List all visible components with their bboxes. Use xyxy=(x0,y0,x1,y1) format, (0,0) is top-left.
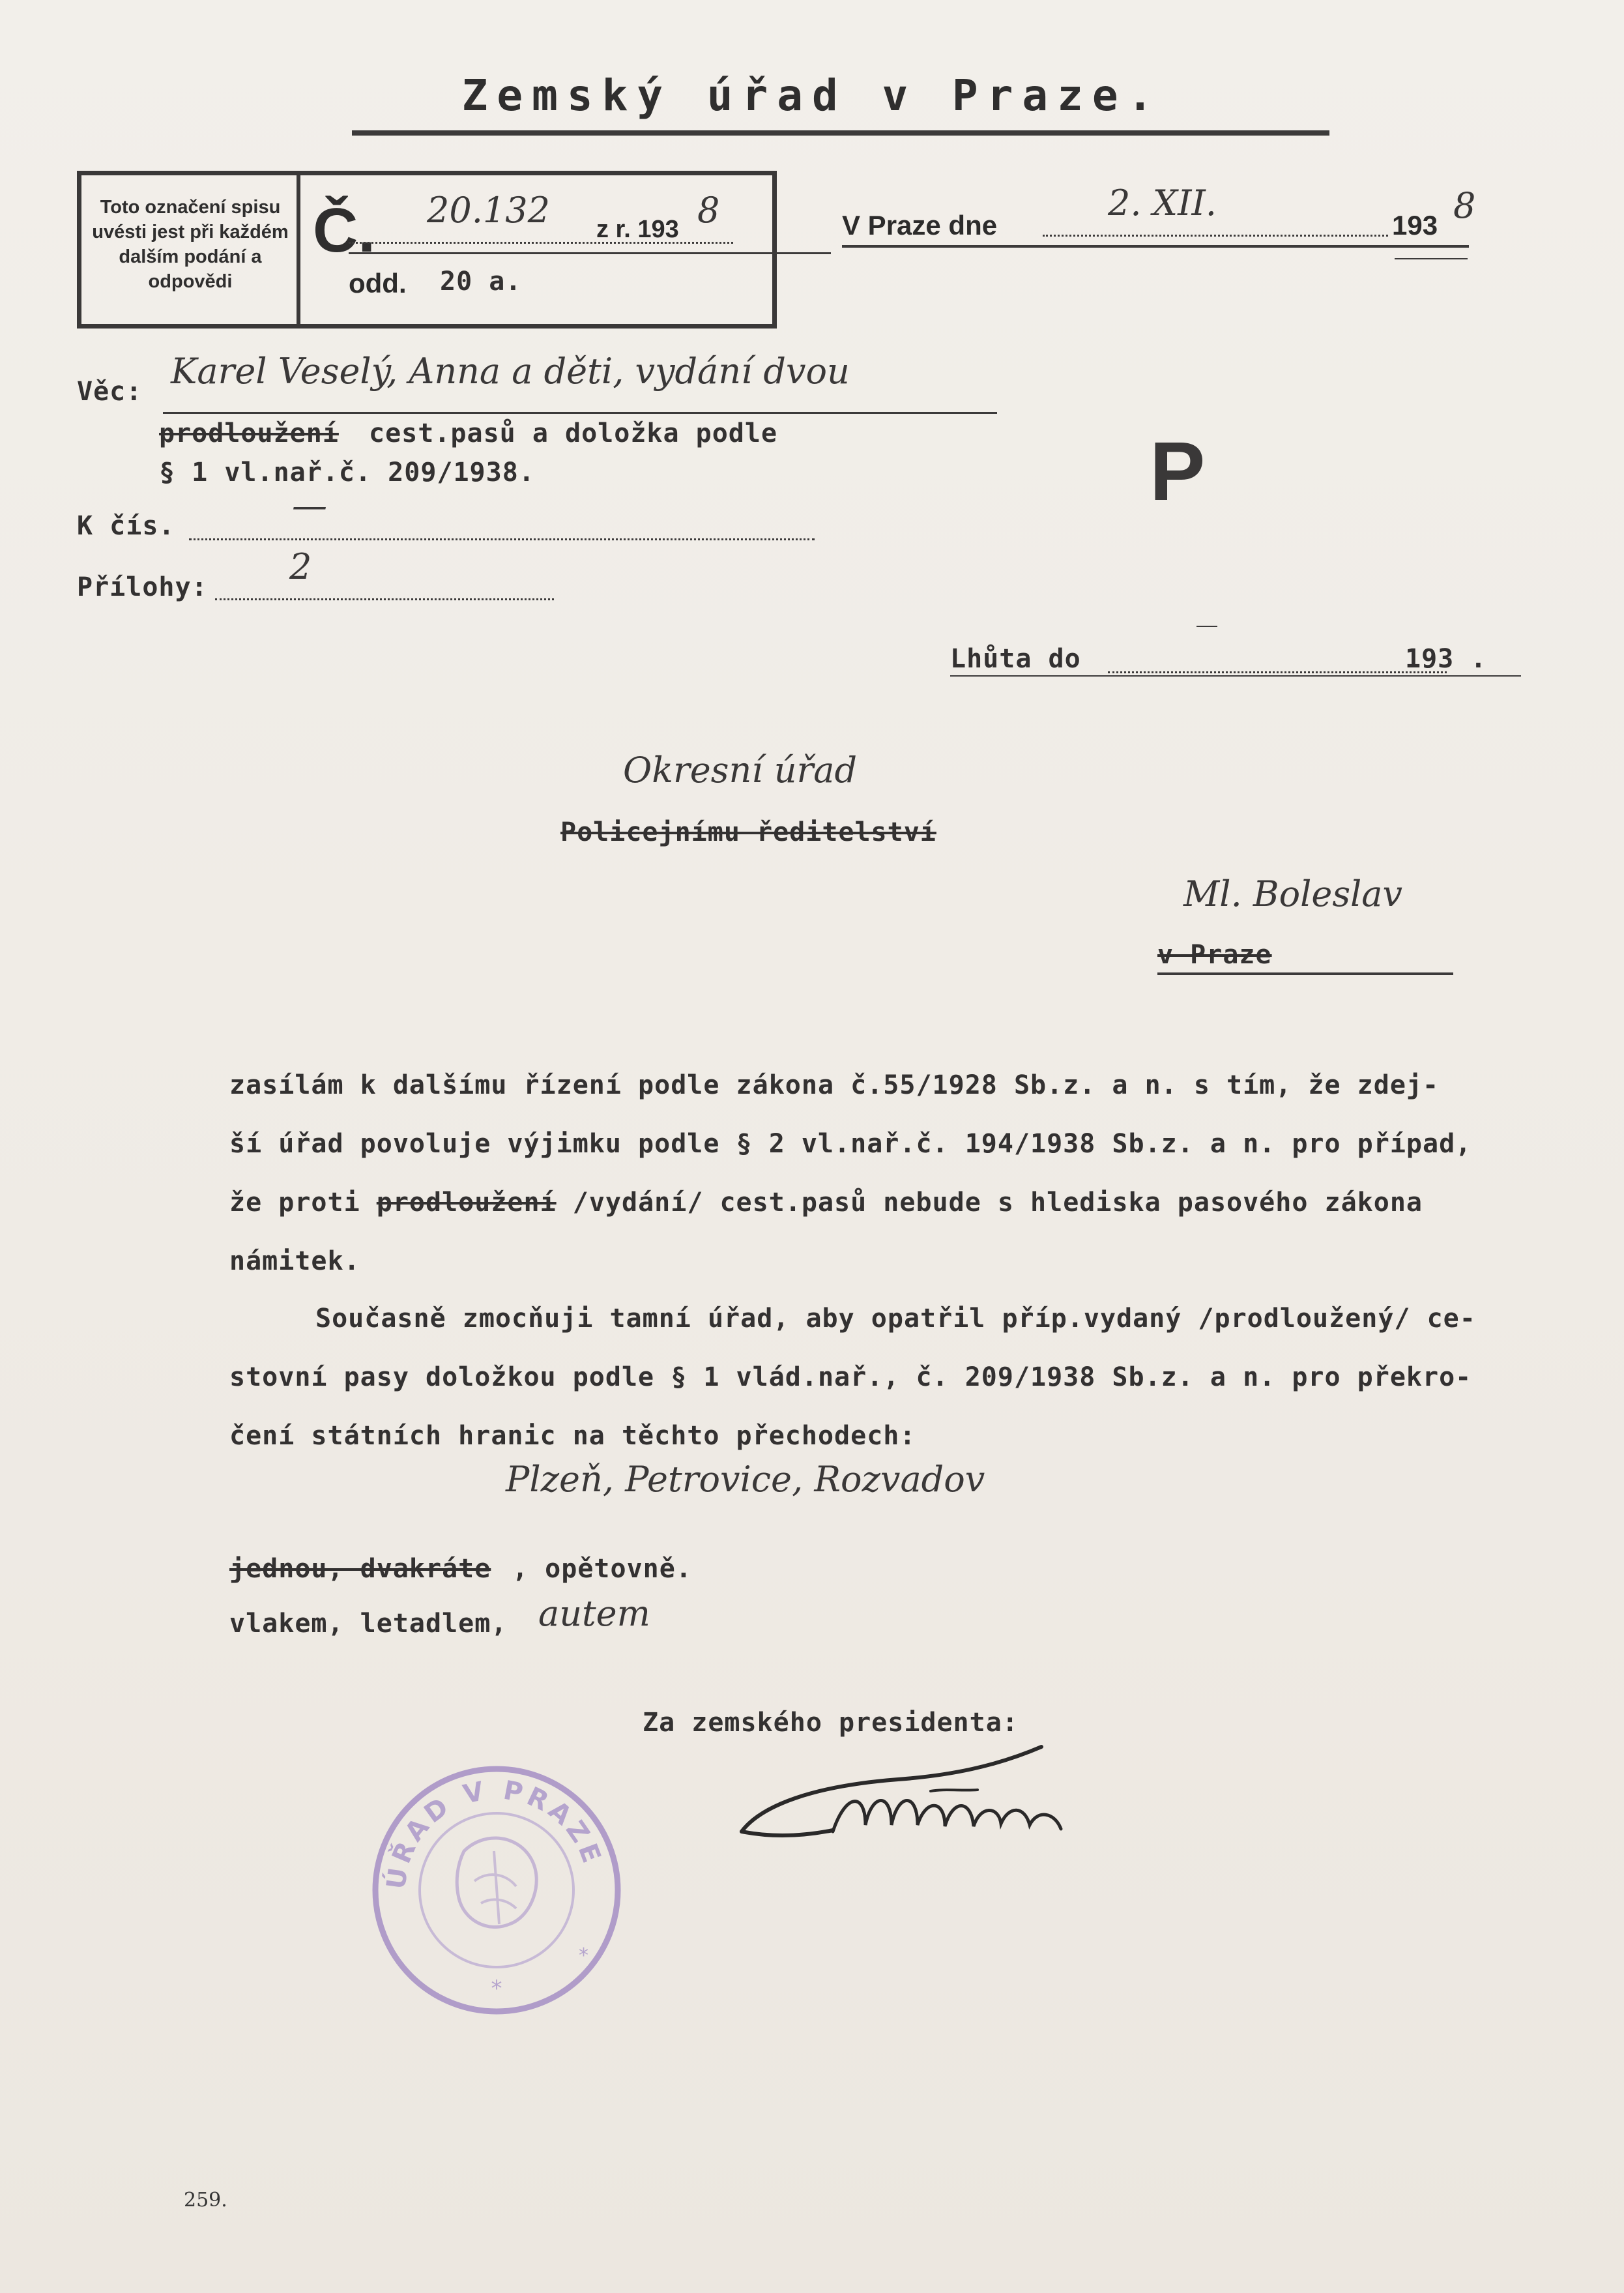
page-number: 259. xyxy=(184,2189,227,2212)
reference-department-label: odd. xyxy=(349,268,407,299)
svg-text:*: * xyxy=(491,1976,502,2002)
date-dots xyxy=(1043,235,1388,237)
stamp-text: ÚŘAD V PRAZE xyxy=(381,1775,608,1891)
subject-handwritten: Karel Veselý, Anna a děti, vydání dvou xyxy=(171,351,850,392)
date-rule xyxy=(842,245,1469,248)
reference-number: 20.132 xyxy=(427,190,550,231)
body-text: /vydání/ cest.pasů nebude s hlediska pasového zákona xyxy=(556,1188,1423,1218)
transport-mode-text: vlakem, letadlem, xyxy=(229,1609,508,1639)
body-line: zasílám k dalšímu řízení podle zákona č.55/1928 Sb.z. a n. s tím, že zdej- xyxy=(229,1070,1440,1100)
office-seal-stamp xyxy=(360,1753,633,2027)
signoff: Za zemského presidenta: xyxy=(643,1708,1019,1738)
subject-struck-word: prodloužení xyxy=(159,418,339,448)
date-year-hand: 8 xyxy=(1453,185,1476,226)
deadline-label: Lhůta do xyxy=(950,644,1081,674)
body-line: námitek. xyxy=(229,1246,360,1276)
deadline-dots xyxy=(1108,671,1447,673)
body-line: stovní pasy doložkou podle § 1 vlád.nař., č. 209/1938 Sb.z. a n. pro překro- xyxy=(229,1362,1472,1392)
body-struck-word: prodloužení xyxy=(376,1188,557,1218)
kcis-dots xyxy=(189,538,815,540)
office-title: Zemský úřad v Praze. xyxy=(461,70,1163,121)
reference-box xyxy=(77,171,777,329)
addressee-handwritten: Okresní úřad xyxy=(623,750,858,791)
deadline-rule xyxy=(950,675,1521,677)
city-underline xyxy=(1157,972,1453,975)
body-line: Současně zmocňuji tamní úřad, aby opatřil příp.vydaný /prodloužený/ ce- xyxy=(315,1304,1476,1334)
date-rule-short xyxy=(1395,258,1468,259)
date-prefix: V Praze dne xyxy=(842,210,998,241)
frequency-struck: jednou, dvakráte xyxy=(229,1554,491,1584)
subject-label: Věc: xyxy=(77,377,143,407)
date-year-printed: 193 xyxy=(1392,210,1438,241)
reference-number-dots xyxy=(349,242,733,244)
p-mark: P xyxy=(1150,425,1206,518)
deadline-year: 193 . xyxy=(1405,644,1487,674)
reference-box-divider xyxy=(297,175,300,324)
kcis-value: — xyxy=(292,485,327,526)
subject-typed-line2: § 1 vl.nař.č. 209/1938. xyxy=(159,458,535,488)
body-line: čení státních hranic na těchto přechodech: xyxy=(229,1421,916,1451)
reference-year-hand: 8 xyxy=(697,190,720,231)
subject-underline xyxy=(163,412,997,414)
city-struck: v Praze xyxy=(1157,940,1272,970)
kcis-label: K čís. xyxy=(77,511,175,541)
attachments-dots xyxy=(215,598,554,600)
signature xyxy=(735,1708,1100,1851)
subject-typed: cest.pasů a doložka podle xyxy=(369,418,778,448)
transport-mode-handwritten: autem xyxy=(538,1593,650,1634)
reference-note: Toto označení spisu uvésti jest při každém dalším podání a odpovědi xyxy=(92,197,289,292)
addressee-struck: Policejnímu ředitelství xyxy=(560,817,936,847)
attachments-value: 2 xyxy=(289,546,312,587)
reference-c-mark: Č. xyxy=(313,196,375,265)
reference-year-label: z r. 193 xyxy=(596,216,679,243)
body-line: ší úřad povoluje výjimku podle § 2 vl.nař.č. 194/1938 Sb.z. a n. pro případ, xyxy=(229,1129,1472,1159)
frequency-text: , opětovně. xyxy=(512,1554,692,1584)
title-underline xyxy=(352,130,1329,136)
reference-department-value: 20 a. xyxy=(440,267,522,297)
crossings-handwritten: Plzeň, Petrovice, Rozvadov xyxy=(506,1459,985,1500)
deadline-dash-mark xyxy=(1196,626,1217,627)
date-day-hand: 2. XII. xyxy=(1108,183,1217,224)
reference-rule xyxy=(349,252,831,254)
body-text: že proti xyxy=(229,1188,377,1218)
body-line xyxy=(229,1188,1423,1218)
attachments-label: Přílohy: xyxy=(77,572,208,602)
city-handwritten: Ml. Boleslav xyxy=(1183,873,1402,914)
svg-text:*: * xyxy=(579,1944,588,1967)
